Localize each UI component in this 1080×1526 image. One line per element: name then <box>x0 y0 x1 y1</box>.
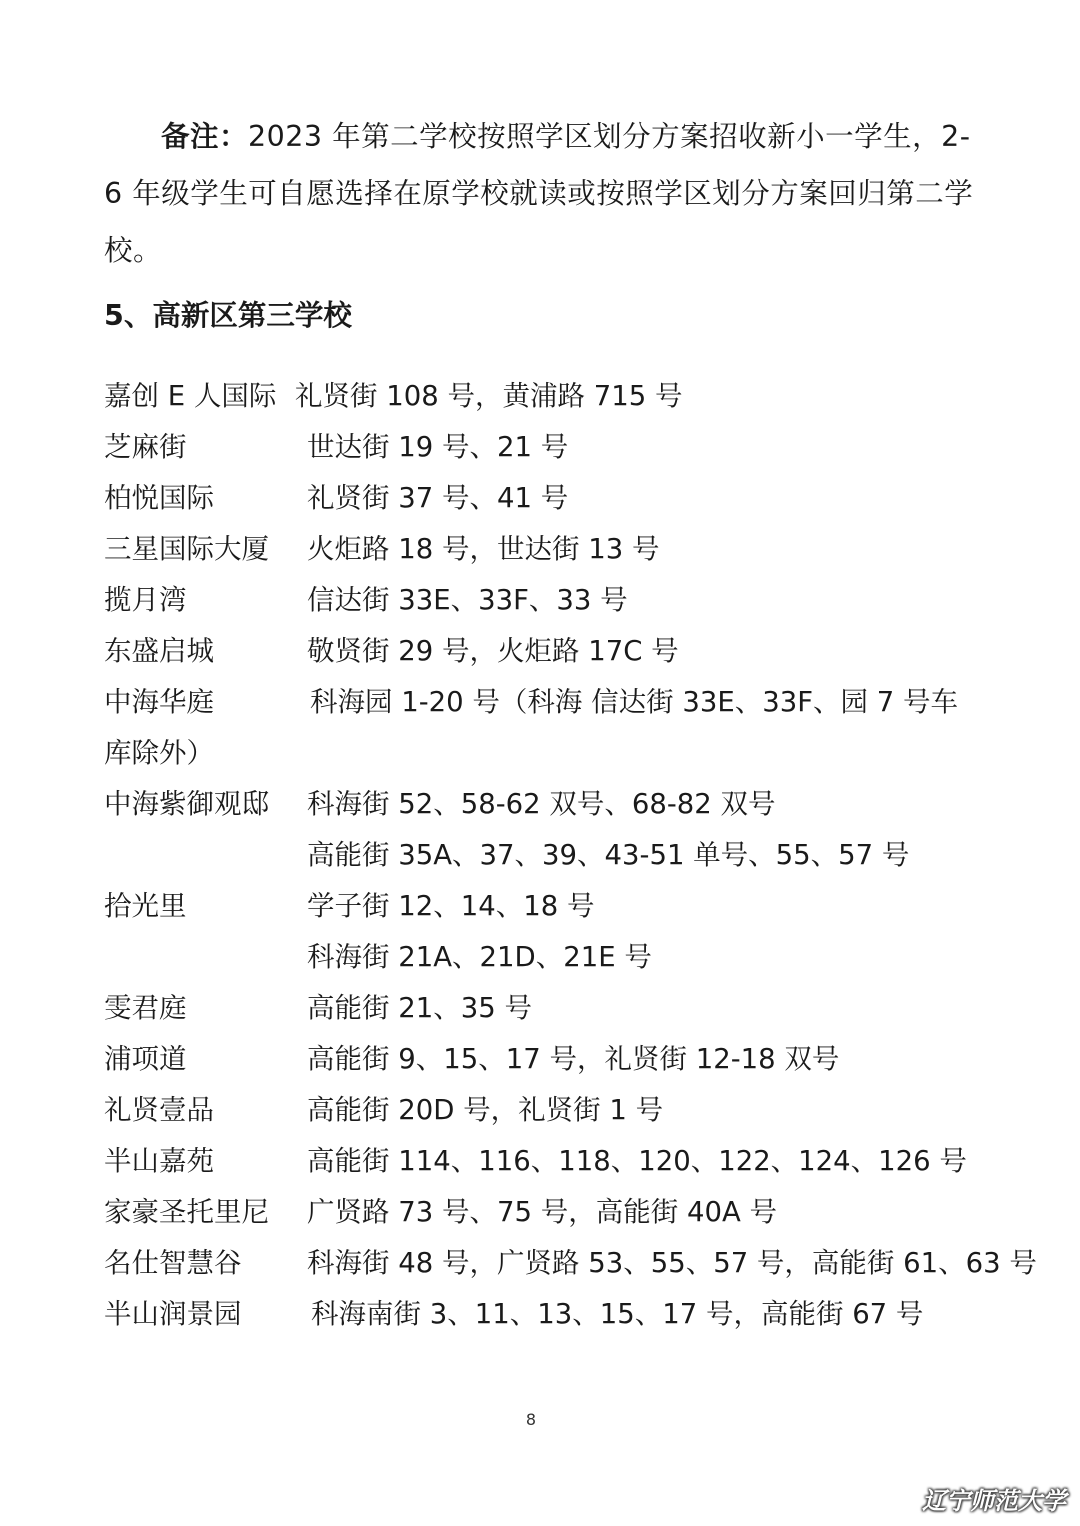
community-name: 柏悦国际 <box>104 482 214 514</box>
watermark-logo: 辽宁师范大学 <box>922 1487 1066 1515</box>
list-item <box>104 527 1004 578</box>
community-name: 拾光里 <box>104 890 187 922</box>
section-title: 5、高新区第三学校 <box>104 299 352 332</box>
list-item <box>104 680 1004 782</box>
community-name: 嘉创 E 人国际 <box>104 380 277 412</box>
school-district-list <box>104 374 1037 1343</box>
address: 世达街 19 号、21 号 <box>307 431 569 463</box>
list-item <box>104 578 1004 629</box>
address: 科海园 1-20 号（科海 信达街 33E、33F、园 7 号车 <box>310 686 959 718</box>
list-item <box>104 986 1004 1037</box>
address: 敬贤街 29 号，火炬路 17C 号 <box>307 635 679 667</box>
community-name: 名仕智慧谷 <box>104 1247 242 1279</box>
list-item <box>104 425 1004 476</box>
community-name: 半山嘉苑 <box>104 1145 214 1177</box>
address: 礼贤街 37 号、41 号 <box>307 482 569 514</box>
address: 礼贤街 108 号，黄浦路 715 号 <box>295 380 683 412</box>
address: 高能街 21、35 号 <box>307 992 532 1024</box>
list-item <box>104 1190 1004 1241</box>
list-item <box>104 833 1004 884</box>
list-item <box>104 1088 1004 1139</box>
note-label: 备注： <box>161 120 249 153</box>
community-name: 雯君庭 <box>104 992 187 1024</box>
community-name: 中海紫御观邸 <box>104 788 269 820</box>
list-item <box>104 884 1004 935</box>
note-text: 2023 年第二学校按照学区划分方案招收新小一学生，2-6 年级学生可自愿选择在原学校就读或按照学区划分方案回归第二学校。 <box>104 120 974 267</box>
community-name: 芝麻街 <box>104 431 187 463</box>
address: 高能街 9、15、17 号，礼贤街 12-18 双号 <box>307 1043 840 1075</box>
address: 科海南街 3、11、13、15、17 号，高能街 67 号 <box>311 1298 924 1330</box>
community-name: 礼贤壹品 <box>104 1094 214 1126</box>
community-name: 半山润景园 <box>104 1298 242 1330</box>
list-item <box>104 1139 1004 1190</box>
address: 学子街 12、14、18 号 <box>307 890 595 922</box>
list-item <box>104 374 1004 425</box>
community-name-continued: 库除外） <box>104 737 214 769</box>
address: 高能街 114、116、118、120、122、124、126 号 <box>307 1145 967 1177</box>
list-item <box>104 1292 1004 1343</box>
community-name: 揽月湾 <box>104 584 187 616</box>
address: 广贤路 73 号、75 号，高能街 40A 号 <box>307 1196 777 1228</box>
list-item <box>104 1241 1037 1292</box>
page-number: 8 <box>525 1410 537 1429</box>
address: 火炬路 18 号，世达街 13 号 <box>307 533 660 565</box>
community-name: 三星国际大厦 <box>104 533 269 565</box>
address: 科海街 52、58-62 双号、68-82 双号 <box>307 788 776 820</box>
list-item <box>104 476 1004 527</box>
address: 科海街 48 号，广贤路 53、55、57 号，高能街 61、63 号 <box>307 1247 1037 1279</box>
community-name: 家豪圣托里尼 <box>104 1196 269 1228</box>
community-name: 东盛启城 <box>104 635 214 667</box>
list-item <box>104 629 1004 680</box>
list-item <box>104 935 1004 986</box>
community-name: 浦项道 <box>104 1043 187 1075</box>
address: 高能街 35A、37、39、43-51 单号、55、57 号 <box>307 839 910 871</box>
address: 高能街 20D 号，礼贤街 1 号 <box>307 1094 664 1126</box>
community-name: 中海华庭 <box>104 686 214 718</box>
address: 信达街 33E、33F、33 号 <box>307 584 628 616</box>
list-item <box>104 782 1004 833</box>
note-paragraph <box>104 108 984 279</box>
list-item <box>104 1037 1004 1088</box>
address: 科海街 21A、21D、21E 号 <box>307 941 652 973</box>
